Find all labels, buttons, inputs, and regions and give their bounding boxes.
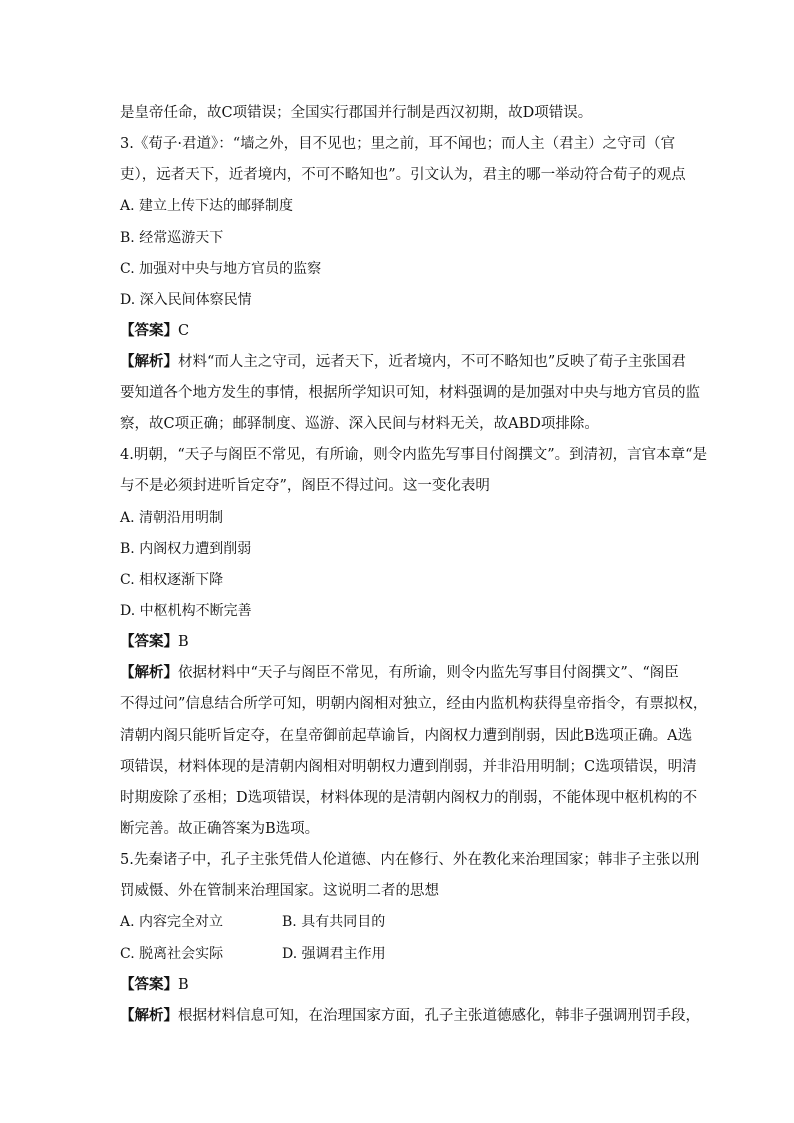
analysis-text: 材料“而人主之守司，远者天下，近者境内，不可不略知也”反映了荀子主张国君: [178, 354, 686, 370]
question-3-stem: 吏），远者天下，近者境内，不可不略知也”。引文认为，君主的哪一举动符合荀子的观点: [120, 167, 686, 183]
text-line: 不得过问”信息结合所学可知，明朝内阁相对独立，经由内监机构获得皇帝指令，有票拟权，: [120, 696, 708, 712]
question-4-option-a: A. 清朝沿用明制: [120, 510, 224, 526]
question-5-option-d: D. 强调君主作用: [282, 946, 386, 962]
question-3-option-a: A. 建立上传下达的邮驿制度: [120, 198, 294, 214]
question-3-option-b: B. 经常巡游天下: [120, 230, 224, 246]
text-line: 断完善。故正确答案为B选项。: [120, 821, 320, 837]
question-4-analysis: [120, 663, 680, 683]
question-5-answer: [120, 975, 680, 995]
question-4-option-b: B. 内阁权力遭到削弱: [120, 541, 252, 557]
question-3-option-d: D. 深入民间体察民情: [120, 292, 252, 308]
question-3-answer: [120, 321, 680, 341]
answer-value: B: [178, 977, 189, 993]
text-line: 察，故C项正确；邮驿制度、巡游、深入民间与材料无关，故ABD项排除。: [120, 416, 599, 432]
question-4-option-d: D. 中枢机构不断完善: [120, 603, 252, 619]
analysis-tag: 【解析】: [120, 664, 178, 681]
analysis-tag: 【解析】: [120, 1007, 178, 1024]
answer-tag: 【答案】: [120, 322, 178, 339]
text-line: 项错误，材料体现的是清朝内阁相对明朝权力遭到削弱，并非沿用明制；C选项错误，明清: [120, 759, 697, 775]
question-5-stem: 罚威慑、外在管制来治理国家。这说明二者的思想: [120, 883, 439, 899]
question-3-option-c: C. 加强对中央与地方官员的监察: [120, 261, 322, 277]
question-5-option-a: A. 内容完全对立: [120, 914, 224, 930]
question-5-options-row-1: [120, 912, 680, 932]
analysis-text: 依据材料中“天子与阁臣不常见，有所谕，则令内监先写事目付阁撰文”、“阁臣: [178, 665, 679, 681]
text-line: 是皇帝任命，故C项错误；全国实行郡国并行制是西汉初期，故D项错误。: [120, 105, 593, 121]
analysis-tag: 【解析】: [120, 353, 178, 370]
question-3-stem: 3.《荀子·君道》：“墙之外，目不见也；里之前，耳不闻也；而人主（君主）之守司（官: [120, 136, 676, 152]
question-5-analysis: [120, 1006, 700, 1026]
question-5-options-row-2: [120, 944, 680, 964]
question-4-option-c: C. 相权逐渐下降: [120, 572, 224, 588]
answer-tag: 【答案】: [120, 976, 178, 993]
answer-value: B: [178, 634, 189, 650]
question-4-stem: 4.明朝，“天子与阁臣不常见，有所谕，则令内监先写事目付阁撰文”。到清初，言官本章“是: [120, 447, 708, 463]
text-line: 清朝内阁只能听旨定夺，在皇帝御前起草谕旨，内阁权力遭到削弱，因此B选项正确。A选: [120, 728, 693, 744]
analysis-text: 根据材料信息可知，在治理国家方面，孔子主张道德感化，韩非子强调刑罚手段，: [178, 1008, 700, 1024]
text-line: 时期废除了丞相；D选项错误，材料体现的是清朝内阁权力的削弱，不能体现中枢机构的不: [120, 790, 698, 806]
question-5-option-c: C. 脱离社会实际: [120, 946, 224, 962]
answer-value: C: [178, 323, 190, 339]
answer-tag: 【答案】: [120, 633, 178, 650]
question-3-analysis: [120, 352, 686, 372]
question-5-stem: 5.先秦诸子中，孔子主张凭借人伦道德、内在修行、外在教化来治理国家；韩非子主张以刑: [120, 852, 700, 868]
question-5-option-b: B. 具有共同目的: [282, 914, 386, 930]
question-4-answer: [120, 632, 680, 652]
text-line: 要知道各个地方发生的事情，根据所学知识可知，材料强调的是加强对中央与地方官员的监: [120, 385, 700, 401]
question-4-stem: 与不是必须封进听旨定夺”，阁臣不得过问。这一变化表明: [120, 478, 490, 494]
